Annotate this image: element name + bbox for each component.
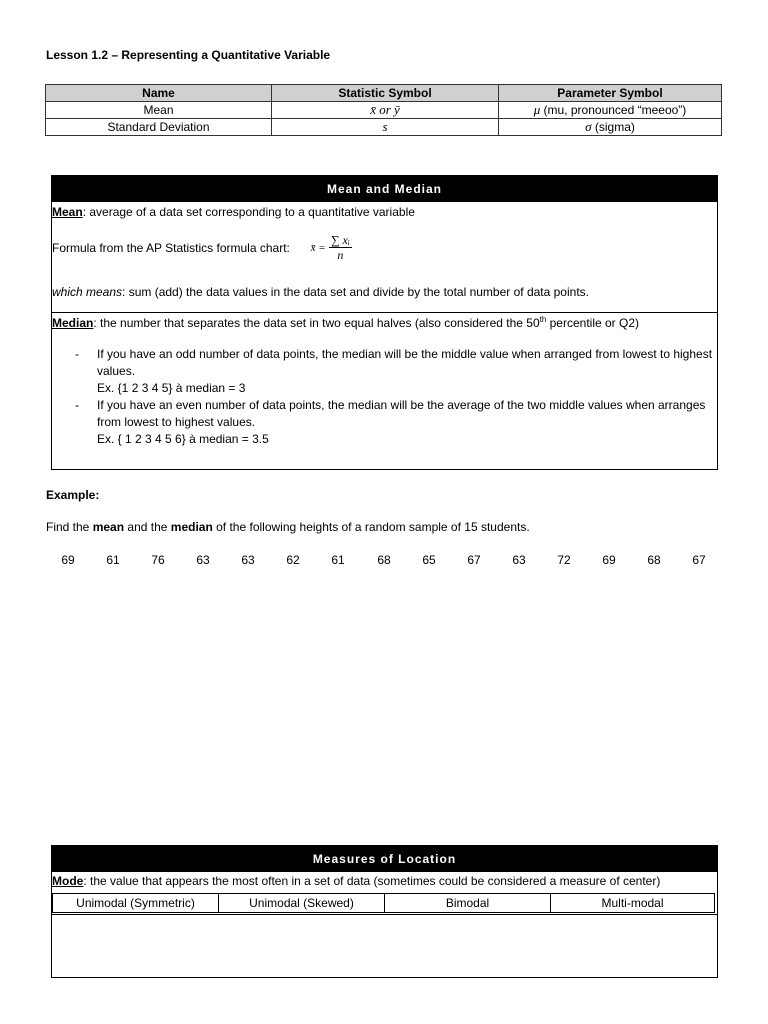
measures-of-location-header: Measures of Location (52, 846, 717, 872)
mean-median-box (51, 175, 718, 470)
height-value: 63 (512, 553, 526, 567)
mu-symbol: μ (533, 102, 541, 117)
rule-example: Ex. { 1 2 3 4 5 6} à median = 3.5 (97, 432, 269, 446)
median-term: Median (52, 316, 94, 330)
mode-definition (52, 874, 660, 888)
height-value: 62 (286, 553, 300, 567)
divider (52, 914, 717, 915)
lesson-title: Lesson 1.2 – Representing a Quantitative Variable (46, 48, 331, 62)
sigma-text: (sigma) (591, 120, 635, 134)
formula-numerator: ∑ xᵢ (330, 233, 350, 247)
modal-type-cell: Bimodal (385, 894, 551, 913)
row-parameter (499, 102, 722, 119)
formula-lhs: x̄ = (310, 241, 326, 254)
height-value: 67 (467, 553, 481, 567)
median-def-b: percentile or Q2) (546, 316, 640, 330)
row-statistic: s (272, 119, 499, 136)
mean-formula (329, 233, 352, 262)
rule-text: If you have an even number of data points, the median will be the average of the two middle values when arranges from lowest to highest values. (97, 398, 706, 429)
prompt-text: of the following heights of a random sample of 15 students. (212, 520, 530, 534)
rule-text: If you have an odd number of data points, the median will be the middle value when arranged from lowest to highest values. (97, 347, 713, 378)
header-parameter-symbol: Parameter Symbol (499, 85, 722, 102)
median-definition (52, 315, 639, 330)
formula-denominator: n (337, 248, 344, 262)
sigma-symbol: σ (585, 119, 592, 134)
height-value: 67 (692, 553, 706, 567)
example-label: Example: (46, 488, 100, 502)
height-value: 69 (602, 553, 616, 567)
bullet-dash: - (75, 347, 79, 361)
which-means-text: : sum (add) the data values in the data set and divide by the total number of data points. (122, 285, 589, 299)
table-row (46, 119, 722, 136)
formula-label: Formula from the AP Statistics formula chart: (52, 240, 290, 255)
which-means (52, 285, 589, 299)
mode-term: Mode (52, 874, 84, 888)
median-section (52, 312, 717, 468)
prompt-text: and the (124, 520, 171, 534)
mean-def: : average of a data set corresponding to a quantitative variable (82, 205, 415, 219)
height-value: 63 (241, 553, 255, 567)
height-value: 61 (106, 553, 120, 567)
median-sup: th (539, 315, 547, 324)
bullet-dash: - (75, 398, 79, 412)
table-row (53, 894, 715, 913)
row-name: Standard Deviation (46, 119, 272, 136)
modal-type-cell: Unimodal (Skewed) (219, 894, 385, 913)
height-value: 68 (377, 553, 391, 567)
prompt-mean: mean (92, 520, 125, 534)
mean-section (52, 202, 717, 312)
row-parameter (499, 119, 722, 136)
mode-def: : the value that appears the most often in a set of data (sometimes could be considered a measure of center) (83, 874, 661, 888)
mean-median-header: Mean and Median (52, 176, 717, 202)
header-statistic-symbol: Statistic Symbol (272, 85, 499, 102)
modal-types-table (52, 893, 715, 913)
height-value: 61 (331, 553, 345, 567)
example-prompt (46, 520, 530, 534)
height-value: 68 (647, 553, 661, 567)
mean-definition (52, 205, 415, 219)
mu-text: (mu, pronounced “meeoo”) (540, 103, 687, 117)
height-value: 65 (422, 553, 436, 567)
header-name: Name (46, 85, 272, 102)
modal-type-cell: Unimodal (Symmetric) (53, 894, 219, 913)
height-value: 63 (196, 553, 210, 567)
symbol-table-header (46, 85, 722, 102)
prompt-median: median (170, 520, 213, 534)
row-statistic: x̄ or ȳ (272, 102, 499, 119)
row-name: Mean (46, 102, 272, 119)
formula-row (52, 233, 352, 262)
prompt-text: Find the (46, 520, 93, 534)
list-item (52, 397, 717, 448)
height-values (0, 553, 768, 571)
mean-term: Mean (52, 205, 83, 219)
which-means-label: which means (52, 285, 123, 299)
symbol-table (45, 84, 722, 136)
modal-type-cell: Multi-modal (551, 894, 715, 913)
height-value: 72 (557, 553, 571, 567)
table-row (46, 102, 722, 119)
height-value: 76 (151, 553, 165, 567)
measures-of-location-box (51, 845, 718, 978)
list-item (52, 346, 717, 397)
median-def-a: : the number that separates the data set in two equal halves (also considered the 50 (93, 316, 540, 330)
height-value: 69 (61, 553, 75, 567)
rule-example: Ex. {1 2 3 4 5} à median = 3 (97, 381, 246, 395)
median-rules (52, 346, 717, 448)
